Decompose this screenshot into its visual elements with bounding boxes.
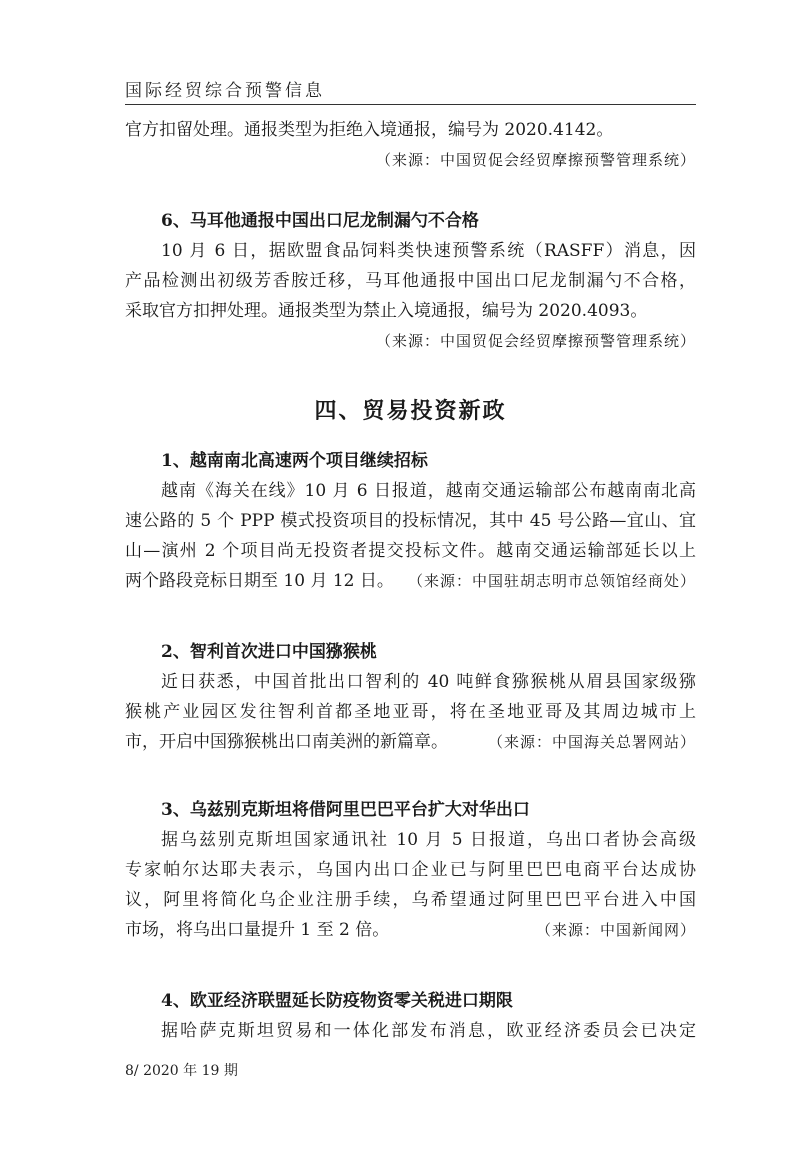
paragraph-last-line: [125, 566, 696, 596]
paragraph-line: 产品检测出初级芳香胺迁移，马耳他通报中国出口尼龙制漏勺不合格，: [125, 271, 696, 291]
paragraph-text: 两个路段竞标日期至 10 月 12 日。: [125, 571, 394, 591]
paragraph-line: 越南《海关在线》10 月 6 日报道，越南交通运输部公布越南南北高: [161, 481, 696, 501]
news-item-4: [125, 986, 696, 1046]
item-title: 1、越南南北高速两个项目继续招标: [161, 451, 428, 471]
paragraph-text: 市场，将乌出口量提升 1 至 2 倍。: [125, 920, 390, 940]
paragraph-line: 猴桃产业园区发往智利首都圣地亚哥，将在圣地亚哥及其周边城市上: [125, 702, 696, 722]
source-note: （来源：中国驻胡志明市总领馆经商处）: [407, 572, 696, 590]
item-title: 6、马耳他通报中国出口尼龙制漏勺不合格: [161, 211, 479, 231]
news-item-2: [125, 637, 696, 757]
running-header: 国际经贸综合预警信息: [125, 81, 325, 101]
paragraph-line: 山—演州 2 个项目尚无投资者提交投标文件。越南交通运输部延长以上: [125, 541, 696, 561]
news-item-1: [125, 446, 696, 596]
paragraph-line: 据乌兹别克斯坦国家通讯社 10 月 5 日报道，乌出口者协会高级: [161, 830, 696, 850]
paragraph-line: 专家帕尔达耶夫表示，乌国内出口企业已与阿里巴巴电商平台达成协: [125, 860, 696, 880]
source-note: （来源：中国新闻网）: [535, 921, 696, 939]
paragraph-line: 采取官方扣押处理。通报类型为禁止入境通报，编号为 2020.4093。: [125, 301, 648, 321]
paragraph-line: 据哈萨克斯坦贸易和一体化部发布消息，欧亚经济委员会已决定: [161, 1021, 696, 1041]
source-note: （来源：中国贸促会经贸摩擦预警管理系统）: [375, 332, 696, 350]
item-title: 2、智利首次进口中国猕猴桃: [161, 642, 377, 662]
header-divider: [125, 104, 696, 105]
paragraph-line: 官方扣留处理。通报类型为拒绝入境通报，编号为 2020.4142。: [125, 120, 614, 140]
section-title: 四、贸易投资新政: [314, 399, 507, 424]
paragraph-line: 议，阿里将简化乌企业注册手续，乌希望通过阿里巴巴平台进入中国: [125, 890, 696, 910]
paragraph-line: 近日获悉，中国首批出口智利的 40 吨鲜食猕猴桃从眉县国家级猕: [161, 672, 696, 692]
paragraph-line: 10 月 6 日，据欧盟食品饲料类快速预警系统（RASFF）消息，因: [161, 241, 696, 261]
paragraph-last-line: [125, 727, 696, 757]
paragraph-text: 市，开启中国猕猴桃出口南美洲的新篇章。: [125, 732, 448, 752]
item-title: 4、欧亚经济联盟延长防疫物资零关税进口期限: [161, 991, 513, 1011]
news-item-3: [125, 795, 696, 945]
page-footer: 8/ 2020 年 19 期: [125, 1063, 238, 1079]
notice-item-6: [125, 206, 696, 356]
source-note: （来源：中国贸促会经贸摩擦预警管理系统）: [375, 151, 696, 169]
paragraph-last-line: [125, 915, 696, 945]
paragraph-line: 速公路的 5 个 PPP 模式投资项目的投标情况，其中 45 号公路—宜山、宜: [125, 511, 696, 531]
intro-paragraph: [125, 115, 696, 175]
item-title: 3、乌兹别克斯坦将借阿里巴巴平台扩大对华出口: [161, 800, 530, 820]
source-note: （来源：中国海关总署网站）: [487, 733, 696, 751]
